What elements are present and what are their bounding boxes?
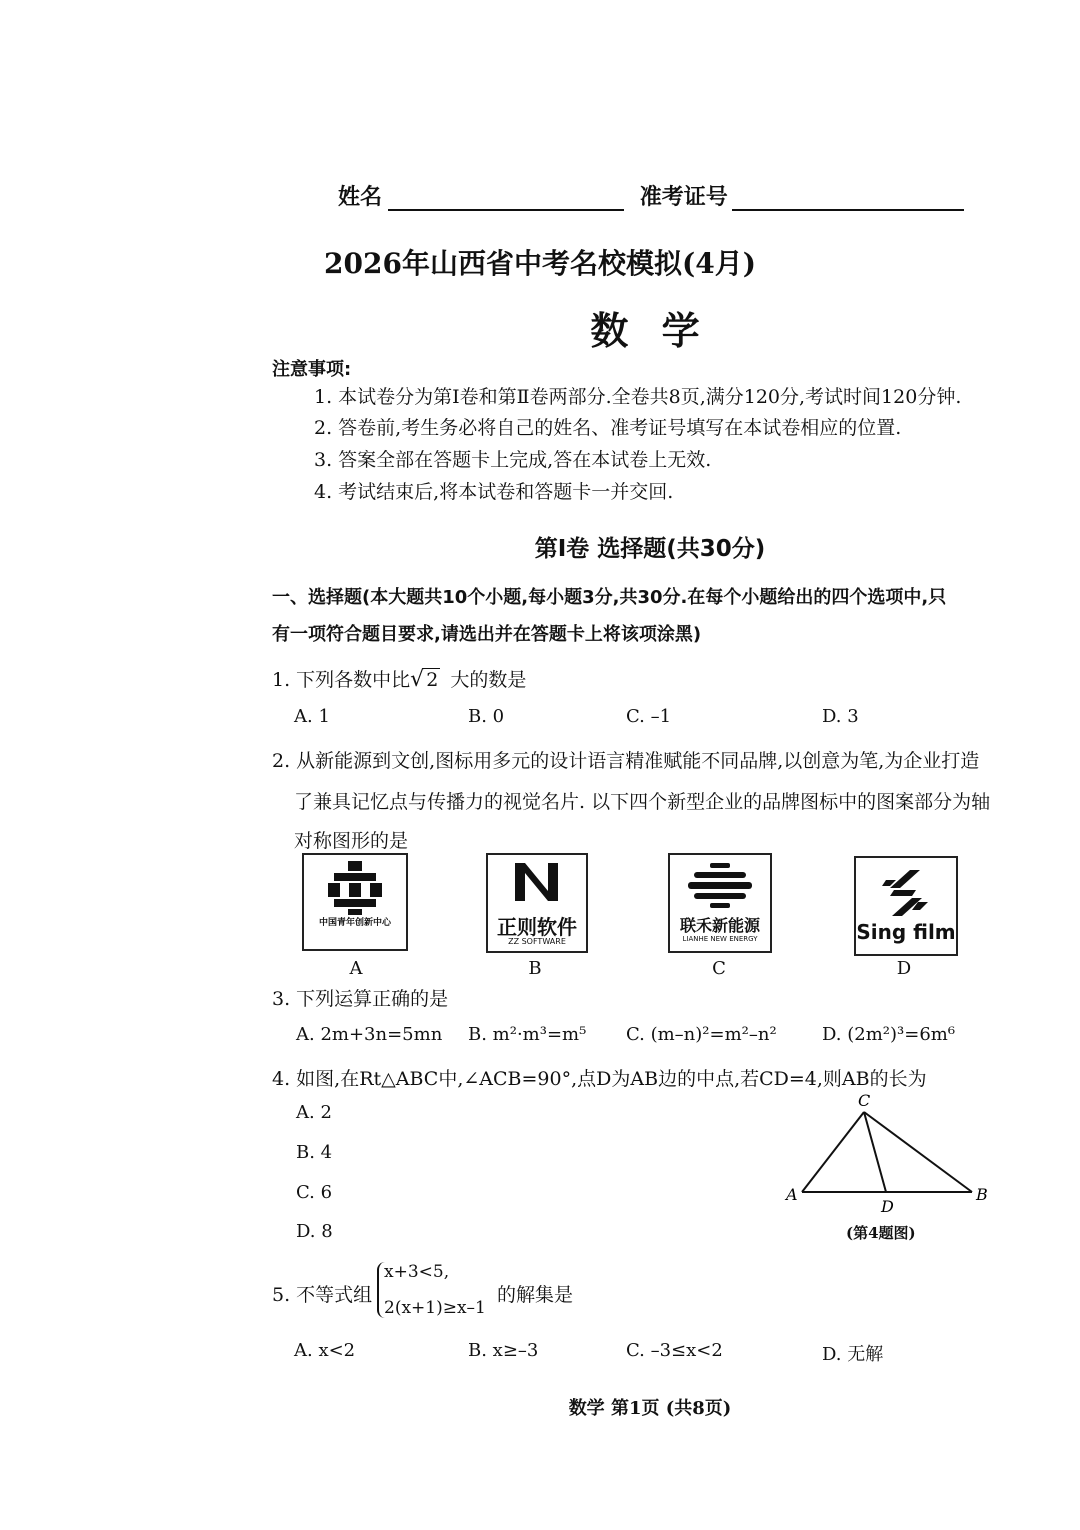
- q4-triangle-figure: [780, 1090, 1000, 1220]
- q4-stem: 4. 如图,在Rt△ABC中,∠ACB=90°,点D为AB边的中点,若CD=4,则AB的长为: [272, 1068, 927, 1090]
- id-label: 准考证号: [639, 185, 728, 210]
- q1-option-d: D. 3: [822, 706, 859, 727]
- q5-option-d: D. 无解: [822, 1344, 884, 1365]
- notice-item-2: 2. 答卷前,考生务必将自己的姓名、准考证号填写在本试卷相应的位置.: [314, 417, 902, 439]
- logo-b: [486, 853, 588, 953]
- q3-option-c: C. (m–n)²=m²–n²: [626, 1024, 777, 1045]
- q5-option-c: C. –3≤x<2: [626, 1340, 723, 1361]
- logo-d-text: Sing film: [856, 920, 956, 944]
- q3-option-b: B. m²·m³=m⁵: [468, 1024, 587, 1045]
- section-title: 第Ⅰ卷 选择题(共30分): [534, 536, 766, 562]
- logo-a-label: A: [349, 958, 363, 979]
- section-instruction-2: 有一项符合题目要求,请选出并在答题卡上将该项涂黑): [272, 624, 702, 645]
- name-blank: [388, 189, 624, 211]
- sqrt-radicand: 2: [426, 669, 439, 691]
- q5-suffix: 的解集是: [497, 1284, 574, 1306]
- segment-cd: [864, 1112, 886, 1192]
- q5-option-b: B. x≥–3: [468, 1340, 539, 1361]
- q3-option-d: D. (2m²)³=6m⁶: [822, 1024, 956, 1045]
- logo-a-text: 中国青年创新中心: [318, 918, 391, 928]
- q1-suffix: 大的数是: [450, 669, 527, 691]
- logo-b-text: 正则软件: [497, 915, 577, 939]
- logo-c-text: 联禾新能源: [679, 916, 760, 935]
- name-label: 姓名: [338, 185, 383, 210]
- logo-d-label: D: [896, 958, 912, 979]
- q1-option-b: B. 0: [468, 706, 505, 727]
- label-d: D: [881, 1197, 894, 1216]
- q5-prefix: 5. 不等式组: [272, 1284, 373, 1306]
- notice-item-4: 4. 考试结束后,将本试卷和答题卡一并交回.: [314, 481, 674, 503]
- q5-inequality-1: x+3<5,: [384, 1262, 450, 1282]
- q3-stem: 3. 下列运算正确的是: [272, 988, 449, 1010]
- logo-c-subtext: LIANHE NEW ENERGY: [682, 935, 758, 943]
- label-b: B: [976, 1185, 988, 1204]
- side-ac: [802, 1112, 864, 1192]
- q5-inequality-2: 2(x+1)≥x–1: [384, 1298, 486, 1318]
- label-a: A: [786, 1185, 798, 1204]
- name-field-row: [338, 180, 964, 211]
- logo-b-subtext: ZZ SOFTWARE: [508, 937, 566, 946]
- q1-option-a: A. 1: [294, 706, 330, 727]
- sqrt-sign: √: [410, 667, 425, 692]
- logo-a-graphic: [304, 855, 406, 949]
- q1-stem: [272, 665, 526, 692]
- q4-figure-caption: (第4题图): [846, 1224, 916, 1242]
- exam-title: 2026年山西省中考名校模拟(4月): [324, 247, 756, 280]
- logo-a: [302, 853, 408, 951]
- page-footer: 数学 第1页 (共8页): [568, 1398, 732, 1419]
- q4-option-a: A. 2: [296, 1102, 332, 1123]
- q5-option-a: A. x<2: [294, 1340, 356, 1361]
- section-instruction-1: 一、选择题(本大题共10个小题,每小题3分,共30分.在每个小题给出的四个选项中,只: [272, 587, 947, 608]
- notice-item-1: 1. 本试卷分为第Ⅰ卷和第Ⅱ卷两部分.全卷共8页,满分120分,考试时间120分钟.: [314, 386, 962, 408]
- q2-line-3: 对称图形的是: [294, 830, 409, 852]
- logo-b-label: B: [528, 958, 542, 979]
- logo-d: [854, 856, 958, 956]
- q4-option-c: C. 6: [296, 1182, 333, 1203]
- notice-title: 注意事项:: [272, 359, 352, 380]
- logo-c-label: C: [712, 958, 726, 979]
- notice-item-3: 3. 答案全部在答题卡上完成,答在本试卷上无效.: [314, 449, 712, 471]
- side-cb: [864, 1112, 972, 1192]
- subject-title: 数 学: [590, 309, 710, 353]
- logo-c: [668, 853, 772, 953]
- label-c: C: [858, 1091, 871, 1110]
- q1-option-c: C. –1: [626, 706, 672, 727]
- q2-line-1: 2. 从新能源到文创,图标用多元的设计语言精准赋能不同品牌,以创意为笔,为企业打造: [272, 750, 980, 772]
- q4-option-b: B. 4: [296, 1142, 333, 1163]
- id-blank: [732, 189, 964, 211]
- q1-prefix: 1. 下列各数中比: [272, 669, 411, 691]
- q3-option-a: A. 2m+3n=5mn: [296, 1024, 443, 1045]
- q2-line-2: 了兼具记忆点与传播力的视觉名片. 以下四个新型企业的品牌图标中的图案部分为轴: [294, 791, 991, 813]
- q4-option-d: D. 8: [296, 1221, 333, 1242]
